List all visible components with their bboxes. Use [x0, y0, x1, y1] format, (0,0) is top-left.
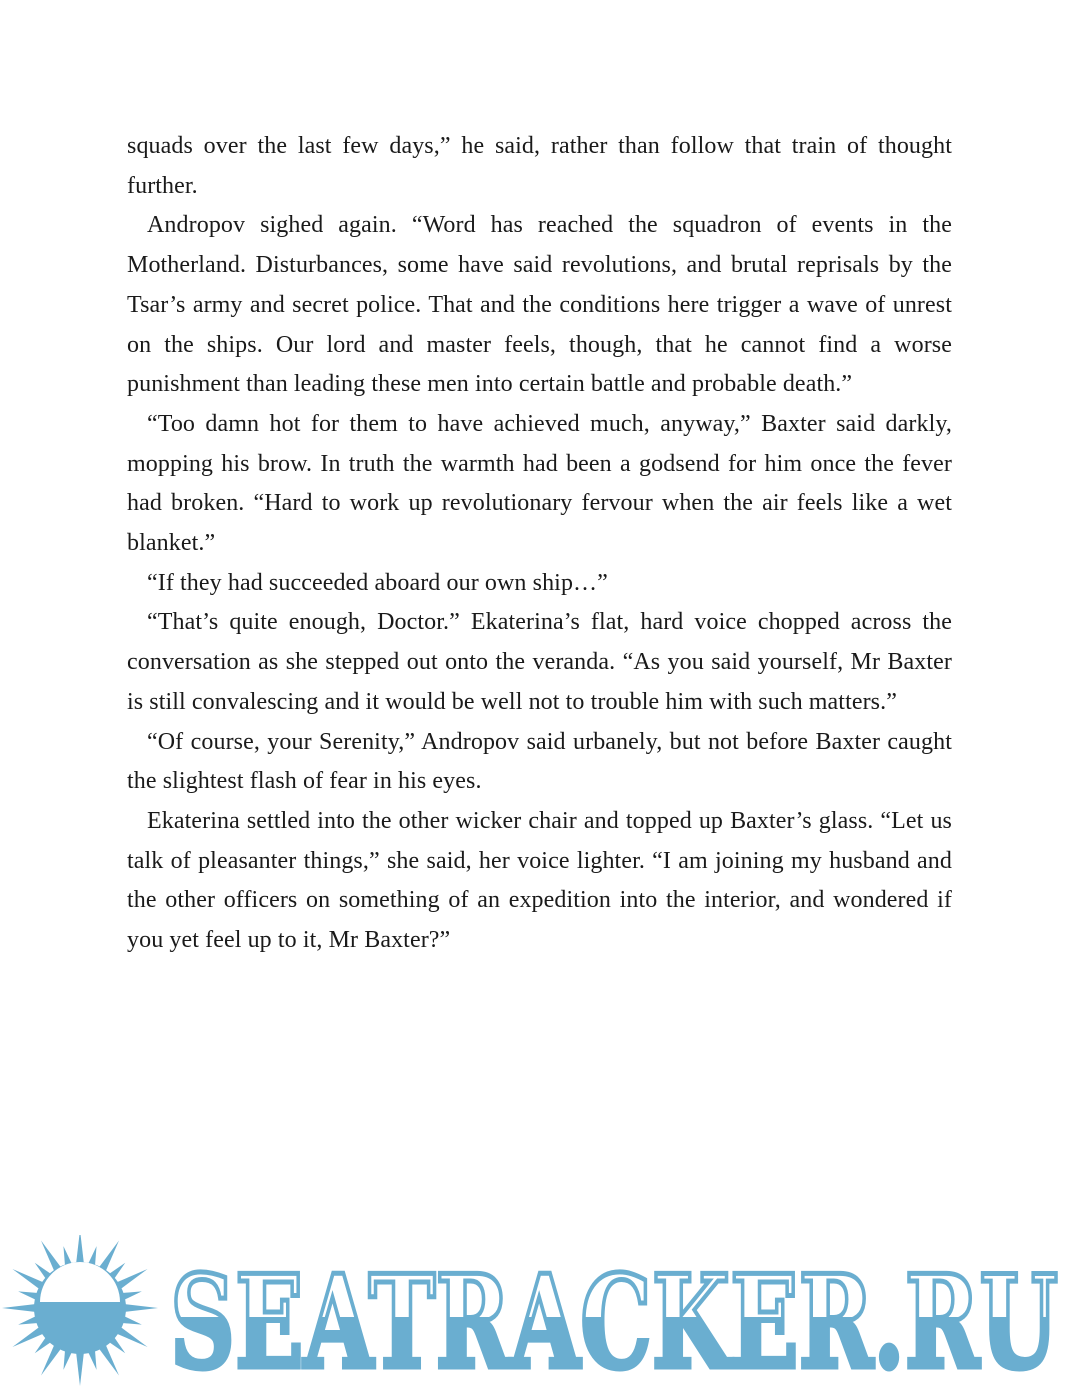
watermark-text — [170, 1253, 1070, 1383]
paragraph: “Too damn hot for them to have achieved much, anyway,” Baxter said darkly, mopping his brow. In truth the warmth had been a godsend for him once the fever had broken. “Hard to work up revolutionary fervour when the air feels like a wet blanket.” — [127, 410, 952, 557]
sun-icon — [2, 1235, 158, 1386]
paragraph: Andropov sighed again. “Word has reached the squadron of events in the Motherland. Disturbances, some have said revolutions, and brutal reprisals by the Tsar’s army and secret police. That and the conditions here trigger a wave of unrest on the ships. Our lord and master feels, though, that he cannot find a worse punishment than leading these men into certain battle and probable death.” — [127, 212, 952, 398]
watermark-label: SEATRACKER.RU — [170, 1253, 1058, 1383]
paragraph: “Of course, your Serenity,” Andropov said urbanely, but not before Baxter caught the slightest flash of fear in his eyes. — [127, 728, 952, 795]
paragraph: Ekaterina settled into the other wicker chair and topped up Baxter’s glass. “Let us talk of pleasanter things,” she said, her voice lighter. “I am joining my husband and the other officers on something of an expedition into the interior, and wondered if you yet feel up to it, Mr Baxter?” — [127, 807, 952, 954]
paragraph: “If they had succeeded aboard our own ship…” — [147, 569, 608, 596]
paragraph: squads over the last few days,” he said, rather than follow that train of thought further. — [127, 133, 952, 199]
paragraph: “That’s quite enough, Doctor.” Ekaterina’s flat, hard voice chopped across the conversation as she stepped out onto the veranda. “As you said yourself, Mr Baxter is still convalescing and it would be well not to trouble him with such matters.” — [127, 609, 952, 715]
page-body — [127, 127, 952, 961]
